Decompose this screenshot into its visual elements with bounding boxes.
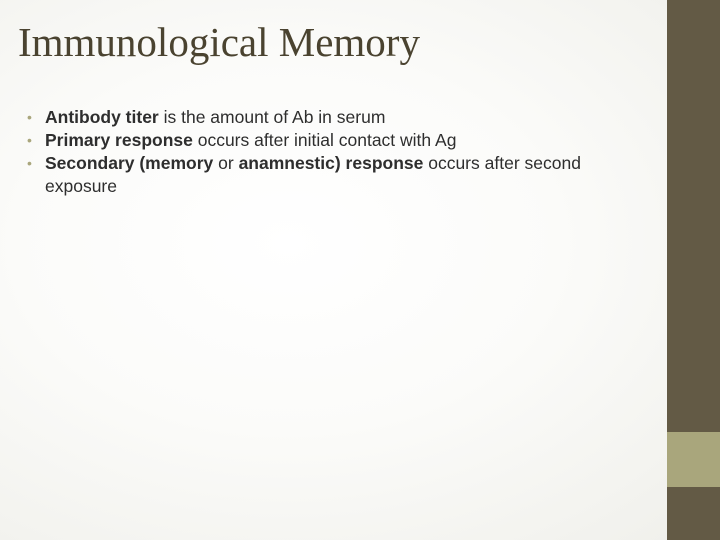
- bullet-text: occurs after second exposure: [45, 153, 581, 196]
- bullet-icon: •: [27, 155, 32, 171]
- slide-title: Immunological Memory: [18, 19, 420, 65]
- bullet-term: Antibody titer: [45, 107, 159, 127]
- bullet-icon: •: [27, 109, 32, 125]
- bullet-item: [27, 129, 627, 152]
- bullet-term: anamnestic) response: [238, 153, 424, 173]
- bullet-item: [27, 106, 627, 129]
- bullet-term: Primary response: [45, 130, 193, 150]
- bullet-list: [27, 106, 627, 198]
- bullet-item: [27, 152, 627, 198]
- bullet-text: is the amount of Ab in serum: [158, 107, 386, 127]
- bullet-term: Secondary (memory: [45, 153, 214, 173]
- side-accent-block: [667, 432, 720, 487]
- bullet-text: or: [213, 153, 239, 173]
- bullet-icon: •: [27, 132, 32, 148]
- bullet-text: occurs after initial contact with Ag: [192, 130, 457, 150]
